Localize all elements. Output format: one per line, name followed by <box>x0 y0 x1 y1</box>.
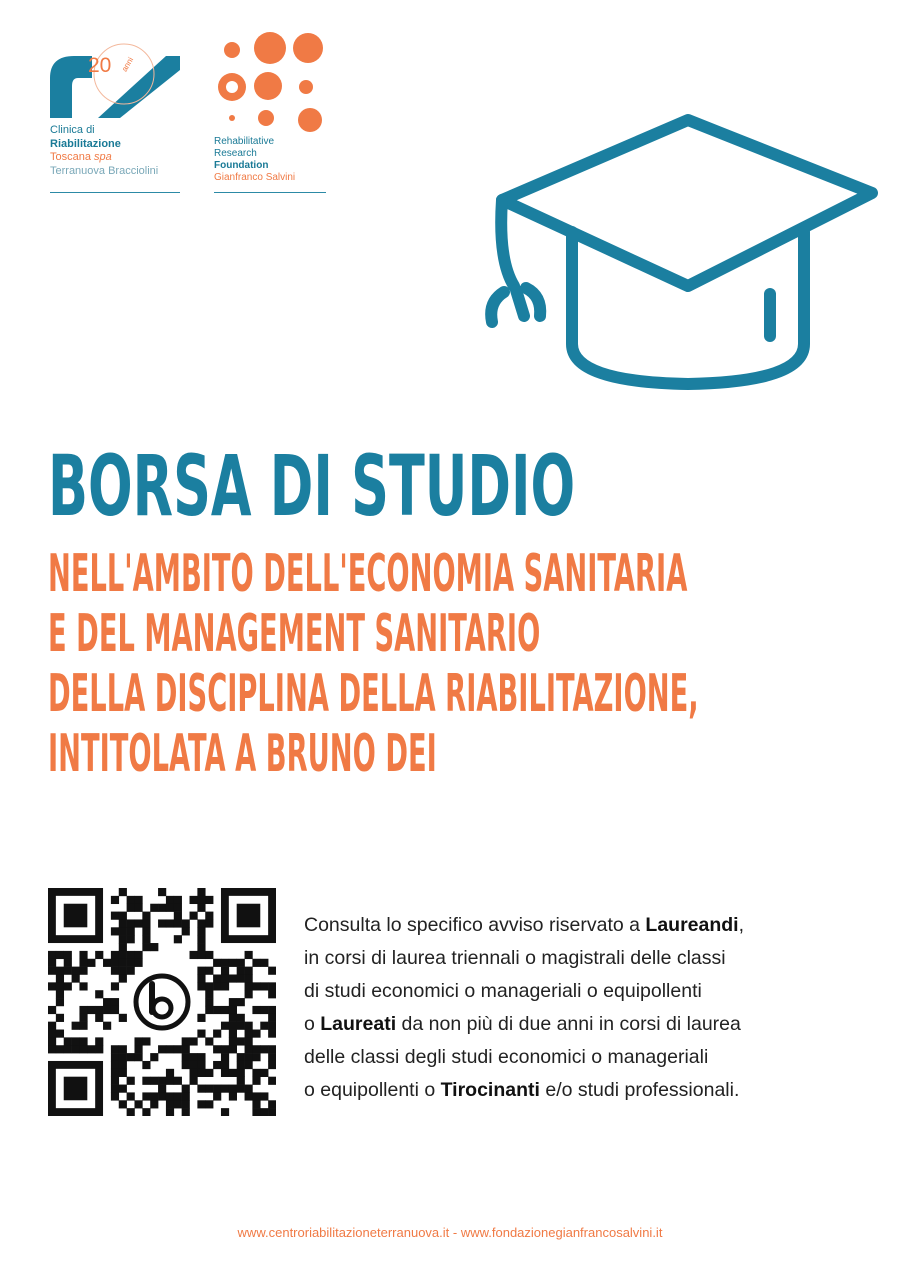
description-line: di studi economici o manageriali o equipollenti <box>304 980 702 1002</box>
foundation-logo-dots <box>210 32 335 132</box>
foundation-logo-rule <box>214 192 326 193</box>
clinica-line1: Clinica di <box>50 124 95 136</box>
foundation-line2: Research <box>214 148 257 159</box>
description-line: in corsi di laurea triennali o magistrali delle classi <box>304 947 726 969</box>
description-line <box>304 909 864 942</box>
subtitle-line: E DEL MANAGEMENT SANITARIO <box>48 604 541 664</box>
subtitle-line: INTITOLATA A BRUNO DEI <box>48 724 437 784</box>
page-title: BORSA DI STUDIO <box>48 437 576 535</box>
subtitle <box>48 544 699 784</box>
clinica-line4: Terranuova Bracciolini <box>50 164 159 177</box>
description <box>304 909 864 1107</box>
bitly-icon <box>129 969 195 1035</box>
foundation-line4: Gianfranco Salvini <box>214 172 296 183</box>
clinica-line3-a: Toscana <box>50 151 95 163</box>
foundation-logo-text <box>214 136 295 184</box>
description-line <box>304 1008 864 1041</box>
description-line <box>304 1074 864 1107</box>
badge-word: anni <box>119 55 136 74</box>
desc-text: , <box>738 914 745 936</box>
desc-text: Consulta lo specifico avviso riservato a <box>304 914 646 936</box>
desc-bold-tirocinanti: Tirocinanti <box>440 1079 540 1101</box>
subtitle-line: DELLA DISCIPLINA DELLA RIABILITAZIONE, <box>48 664 699 724</box>
clinica-logo <box>48 38 183 198</box>
desc-bold-laureati: Laureati <box>320 1013 397 1035</box>
foundation-logo <box>210 32 335 197</box>
clinica-logo-mark <box>48 38 183 124</box>
description-line: delle classi degli studi economici o manageriali <box>304 1046 709 1068</box>
desc-text: o equipollenti o <box>304 1079 441 1101</box>
clinica-line3-b: spa <box>94 151 112 163</box>
clinica-logo-rule <box>50 192 180 193</box>
graduation-cap-icon <box>480 110 880 400</box>
foundation-line1: Rehabilitative <box>214 136 275 147</box>
qr-code[interactable] <box>48 888 276 1116</box>
desc-text: e/o studi professionali. <box>539 1079 740 1101</box>
clinica-line3 <box>50 151 158 165</box>
badge-number: 20 <box>88 54 112 77</box>
footer-links[interactable]: www.centroriabilitazioneterranuova.it - www.fondazionegianfrancosalvini.it <box>237 1225 663 1240</box>
clinica-line2: Riabilitazione <box>50 137 121 150</box>
subtitle-line: NELL'AMBITO DELL'ECONOMIA SANITARIA <box>48 544 688 604</box>
desc-bold-laureandi: Laureandi <box>645 914 739 936</box>
desc-text: o <box>304 1013 321 1035</box>
desc-text: da non più di due anni in corsi di laurea <box>396 1013 741 1035</box>
foundation-line3: Foundation <box>214 160 269 171</box>
clinica-logo-text <box>50 124 158 178</box>
